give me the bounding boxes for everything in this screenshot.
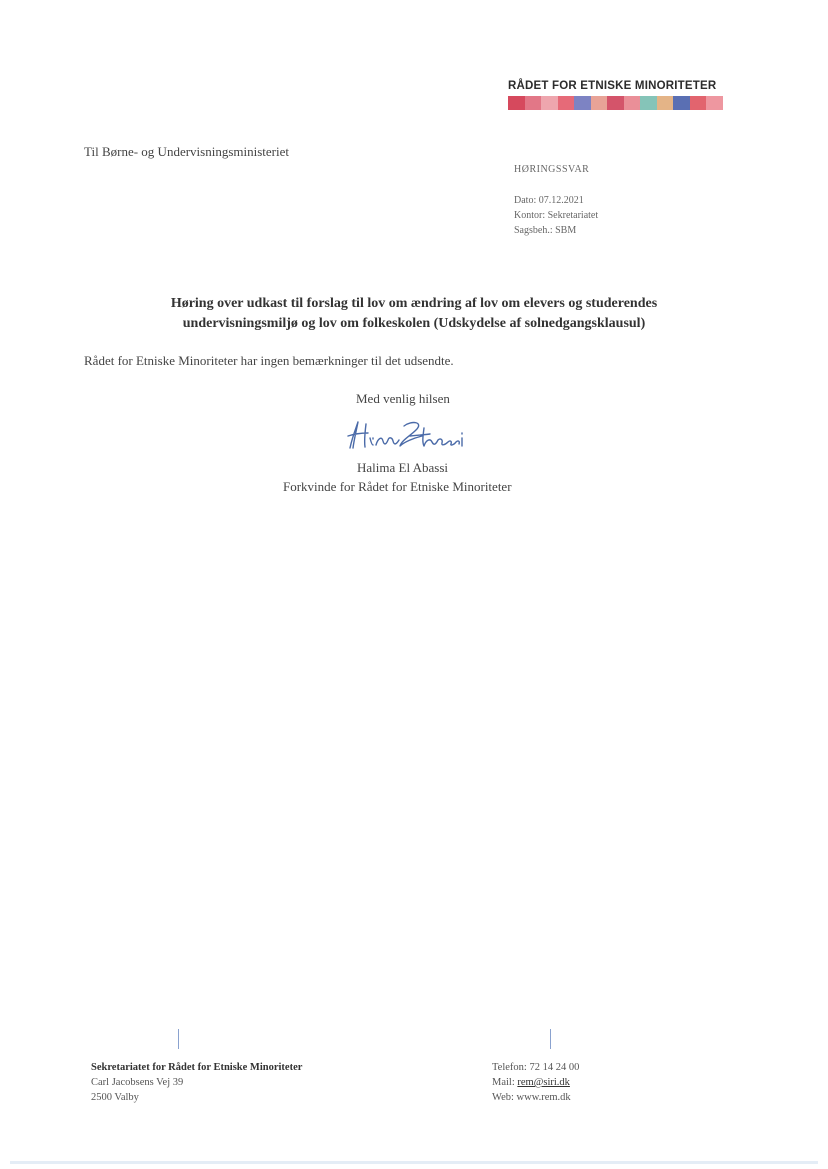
document-type: HØRINGSSVAR bbox=[514, 164, 590, 175]
logo-color-block bbox=[673, 96, 690, 110]
meta-case-handler: Sagsbeh.: SBM bbox=[514, 225, 577, 236]
body-text: Rådet for Etniske Minoriteter har ingen bemærkninger til det udsendte. bbox=[84, 353, 454, 368]
logo-color-block bbox=[690, 96, 707, 110]
recipient: Til Børne- og Undervisningsministeriet bbox=[84, 144, 289, 159]
signer-title: Forkvinde for Rådet for Etniske Minoriteter bbox=[283, 479, 512, 494]
footer-city: 2500 Valby bbox=[91, 1092, 139, 1103]
handwritten-signature bbox=[344, 418, 469, 452]
logo-color-block bbox=[558, 96, 575, 110]
signer-name: Halima El Abassi bbox=[357, 460, 448, 475]
meta-date: Dato: 07.12.2021 bbox=[514, 195, 584, 206]
closing-greeting: Med venlig hilsen bbox=[356, 391, 450, 406]
bottom-edge-strip bbox=[10, 1161, 818, 1164]
footer-org-name: Sekretariatet for Rådet for Etniske Minoriteter bbox=[91, 1062, 303, 1073]
footer-divider-left bbox=[178, 1029, 179, 1049]
logo-color-block bbox=[574, 96, 591, 110]
footer-address bbox=[91, 1060, 302, 1105]
logo-color-block bbox=[607, 96, 624, 110]
logo-color-block bbox=[657, 96, 674, 110]
meta-office: Kontor: Sekretariatet bbox=[514, 210, 599, 221]
footer-phone: Telefon: 72 14 24 00 bbox=[492, 1062, 580, 1073]
heading-line-2: undervisningsmiljø og lov om folkeskolen (Udskydelse af solnedgangsklausul) bbox=[182, 316, 646, 331]
document-meta bbox=[514, 193, 598, 238]
logo-color-block bbox=[591, 96, 608, 110]
logo-color-block bbox=[525, 96, 542, 110]
logo-color-bar bbox=[508, 96, 723, 110]
footer-mail-link[interactable]: rem@siri.dk bbox=[517, 1077, 570, 1088]
letter-heading bbox=[84, 294, 744, 334]
org-logo-text: RÅDET FOR ETNISKE MINORITETER bbox=[508, 80, 717, 92]
logo-color-block bbox=[541, 96, 558, 110]
logo-color-block bbox=[706, 96, 723, 110]
logo-color-block bbox=[640, 96, 657, 110]
footer-mail-row bbox=[492, 1075, 579, 1090]
footer-street: Carl Jacobsens Vej 39 bbox=[91, 1077, 184, 1088]
footer-divider-right bbox=[550, 1029, 551, 1049]
footer-contact bbox=[492, 1060, 579, 1105]
heading-line-1: Høring over udkast til forslag til lov om ændring af lov om elevers og studerendes bbox=[170, 296, 658, 311]
footer-mail-label: Mail: bbox=[492, 1077, 518, 1088]
footer-web: Web: www.rem.dk bbox=[492, 1092, 571, 1103]
logo-color-block bbox=[508, 96, 525, 110]
logo-color-block bbox=[624, 96, 641, 110]
